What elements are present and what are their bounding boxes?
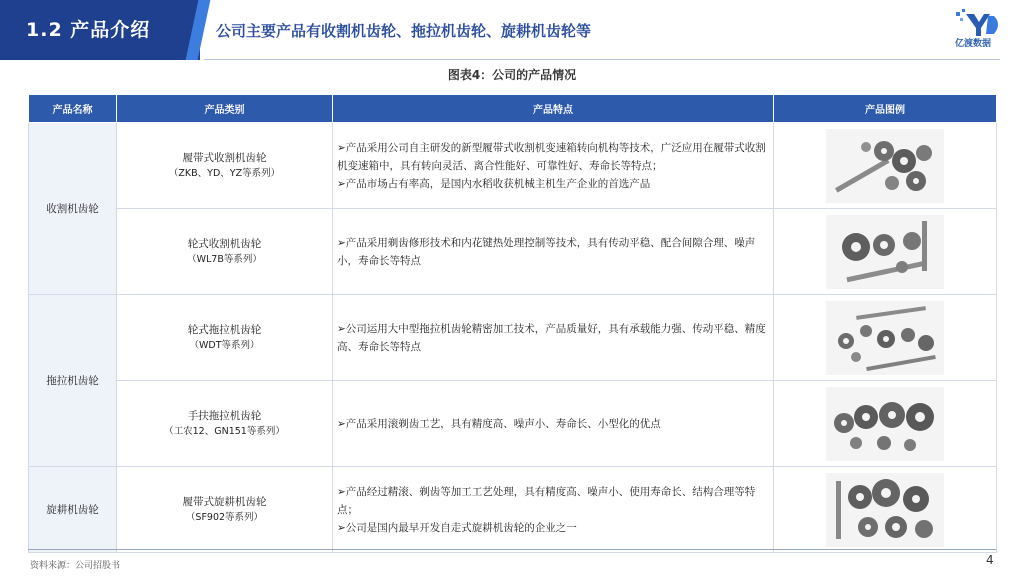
product-category bbox=[117, 467, 333, 553]
category-name: 履带式旋耕机齿轮 bbox=[182, 495, 267, 508]
category-models: （WDT等系列） bbox=[189, 339, 260, 351]
product-features bbox=[333, 123, 774, 209]
column-header-name: 产品名称 bbox=[29, 95, 117, 123]
table-row bbox=[29, 467, 997, 553]
gear-product-image bbox=[826, 129, 944, 203]
product-category bbox=[117, 381, 333, 467]
feature-line: ➢产品采用剃齿修形技术和内花键热处理控制等技术，具有传动平稳、配合间隙合理、噪声小，寿命长等特点 bbox=[337, 236, 756, 267]
section-label: 1.2 产品介绍 bbox=[26, 19, 151, 41]
source-note: 资料来源：公司招股书 bbox=[30, 561, 121, 571]
product-features bbox=[333, 467, 774, 553]
product-category bbox=[117, 295, 333, 381]
product-features bbox=[333, 209, 774, 295]
product-category bbox=[117, 209, 333, 295]
header-divider bbox=[204, 59, 1000, 60]
feature-line: ➢产品经过精滚、剃齿等加工工艺处理，具有精度高、噪声小、使用寿命长、结构合理等特点； bbox=[337, 485, 756, 516]
column-header-category: 产品类别 bbox=[117, 95, 333, 123]
gear-product-image bbox=[826, 387, 944, 461]
logo-text: 亿渡数据 bbox=[955, 39, 992, 49]
category-models: （ZKB、YD、YZ等系列） bbox=[168, 167, 281, 179]
feature-line: ➢产品采用公司自主研发的新型履带式收割机变速箱转向机构等技术，广泛应用在履带式收割机变速箱中，具有转向灵活、离合性能好、可靠性好、寿命长等特点； bbox=[337, 141, 766, 172]
product-table bbox=[28, 94, 997, 553]
slide-header bbox=[0, 0, 1024, 60]
section-block bbox=[0, 0, 200, 60]
product-name-harvester: 收割机齿轮 bbox=[29, 123, 117, 295]
product-features bbox=[333, 295, 774, 381]
category-name: 轮式拖拉机齿轮 bbox=[187, 323, 262, 336]
table-caption: 图表4：公司的产品情况 bbox=[447, 68, 577, 82]
product-image-cell bbox=[774, 209, 997, 295]
table-row bbox=[29, 381, 997, 467]
gear-product-image bbox=[826, 215, 944, 289]
page-number: 4 bbox=[986, 553, 994, 567]
product-image-cell bbox=[774, 467, 997, 553]
product-image-cell bbox=[774, 295, 997, 381]
product-name-tractor: 拖拉机齿轮 bbox=[29, 295, 117, 467]
feature-line: ➢公司运用大中型拖拉机齿轮精密加工技术，产品质量好，具有承载能力强、传动平稳、精度高、寿命长等特点 bbox=[337, 322, 766, 353]
table-row bbox=[29, 123, 997, 209]
table-header-row bbox=[29, 95, 997, 123]
feature-line: ➢产品采用滚剃齿工艺，具有精度高、噪声小、寿命长、小型化的优点 bbox=[337, 417, 661, 430]
category-models: （SF902等系列） bbox=[185, 511, 264, 523]
category-name: 轮式收割机齿轮 bbox=[187, 237, 262, 250]
category-models: （工农12、GN151等系列） bbox=[164, 425, 285, 437]
column-header-features: 产品特点 bbox=[333, 95, 774, 123]
table-row bbox=[29, 209, 997, 295]
feature-line: ➢公司是国内最早开发自走式旋耕机齿轮的企业之一 bbox=[337, 521, 577, 534]
product-image-cell bbox=[774, 123, 997, 209]
category-name: 手扶拖拉机齿轮 bbox=[187, 409, 262, 422]
table-row bbox=[29, 295, 997, 381]
footer-divider bbox=[28, 549, 996, 550]
feature-line: ➢产品市场占有率高，是国内水稻收获机械主机生产企业的首选产品 bbox=[337, 177, 651, 190]
product-features bbox=[333, 381, 774, 467]
category-name: 履带式收割机齿轮 bbox=[182, 151, 267, 164]
gear-product-image bbox=[826, 301, 944, 375]
column-header-image: 产品图例 bbox=[774, 95, 997, 123]
product-category bbox=[117, 123, 333, 209]
product-name-rotary-tiller: 旋耕机齿轮 bbox=[29, 467, 117, 553]
gear-product-image bbox=[826, 473, 944, 547]
product-image-cell bbox=[774, 381, 997, 467]
page-title: 公司主要产品有收割机齿轮、拖拉机齿轮、旋耕机齿轮等 bbox=[216, 22, 592, 40]
category-models: （WL7B等系列） bbox=[187, 253, 262, 265]
